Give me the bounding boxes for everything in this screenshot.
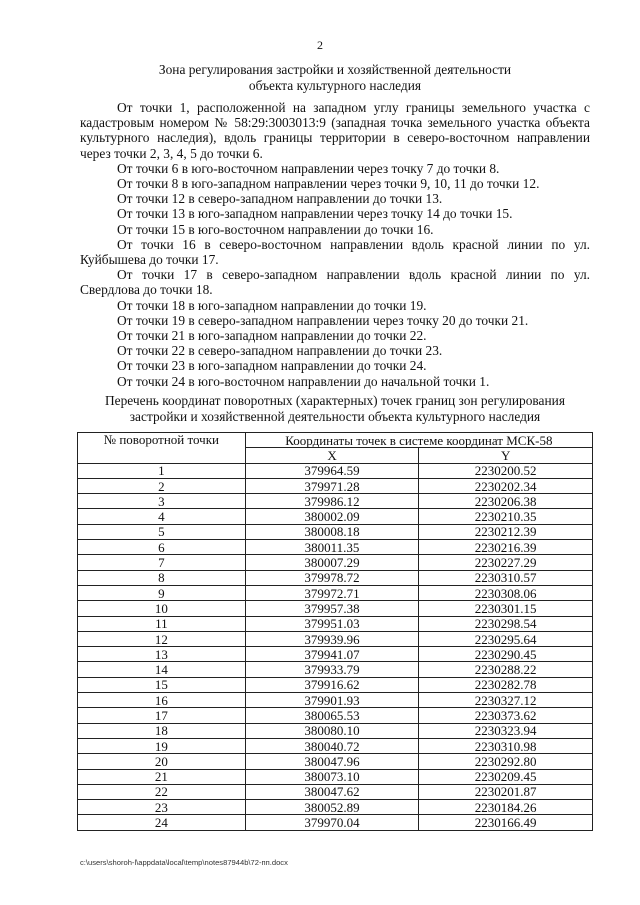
paragraph: От точки 13 в юго-западном направлении через точку 14 до точки 15. [117, 206, 513, 222]
cell-y: 2230227.29 [419, 555, 593, 570]
cell-point-number: 9 [78, 585, 246, 600]
table-row [78, 693, 593, 708]
cell-point-number: 21 [78, 769, 246, 784]
table-row [78, 463, 593, 478]
footer-file-path: c:\users\shoroh-l\appdata\local\temp\notes87944b\72-пп.docx [80, 858, 288, 867]
cell-y: 2230327.12 [419, 693, 593, 708]
paragraph: От точки 12 в северо-западном направлении до точки 13. [117, 191, 443, 207]
cell-point-number: 14 [78, 662, 246, 677]
cell-x: 379933.79 [245, 662, 419, 677]
cell-point-number: 15 [78, 677, 246, 692]
cell-point-number: 17 [78, 708, 246, 723]
cell-x: 380011.35 [245, 540, 419, 555]
cell-point-number: 24 [78, 815, 246, 830]
cell-point-number: 20 [78, 754, 246, 769]
cell-x: 380052.89 [245, 800, 419, 815]
table-row [78, 708, 593, 723]
cell-point-number: 3 [78, 494, 246, 509]
cell-point-number: 1 [78, 463, 246, 478]
header-coordinates: Координаты точек в системе координат МСК-58 [245, 433, 592, 448]
cell-x: 379901.93 [245, 693, 419, 708]
table-row [78, 677, 593, 692]
paragraph: От точки 16 в северо-восточном направлении вдоль красной линии по ул. Куйбышева до точки 17. [80, 236, 590, 268]
page-number: 2 [317, 38, 323, 52]
paragraph: От точки 17 в северо-западном направлении вдоль красной линии по ул. Свердлова до точки 18. [80, 267, 590, 298]
cell-y: 2230206.38 [419, 494, 593, 509]
table-row [78, 662, 593, 677]
table-title-line-1: Перечень координат поворотных (характерных) точек границ зон регулирования [104, 393, 565, 408]
cell-y: 2230184.26 [419, 800, 593, 815]
table-row [78, 738, 593, 753]
paragraph: От точки 18 в юго-западном направлении до точки 19. [117, 297, 427, 313]
cell-point-number: 13 [78, 647, 246, 662]
cell-x: 379971.28 [245, 478, 419, 493]
cell-y: 2230166.49 [419, 815, 593, 830]
cell-y: 2230200.52 [419, 463, 593, 478]
cell-point-number: 23 [78, 800, 246, 815]
cell-y: 2230209.45 [419, 769, 593, 784]
paragraph: От точки 1, расположенной на западном углу границы земельного участка с кадастровым номером № 58:29:3003013:9 (западная точка земельного участка объекта культурного наследия), вдоль границы территории в северо-восточном направлении через точки 2, 3, 4, 5 до точки 6. [80, 100, 590, 161]
cell-point-number: 12 [78, 631, 246, 646]
table-row [78, 800, 593, 815]
section-title-line-1: Зона регулирования застройки и хозяйственной деятельности [158, 62, 512, 77]
paragraph: От точки 8 в юго-западном направлении через точки 9, 10, 11 до точки 12. [117, 176, 540, 192]
table-row [78, 585, 593, 600]
table-row [78, 555, 593, 570]
cell-y: 2230301.15 [419, 601, 593, 616]
cell-x: 379978.72 [245, 570, 419, 585]
cell-y: 2230202.34 [419, 478, 593, 493]
table-row [78, 616, 593, 631]
paragraph: От точки 22 в северо-западном направлении до точки 23. [117, 343, 443, 359]
cell-y: 2230310.57 [419, 570, 593, 585]
coordinates-table [77, 432, 593, 831]
cell-point-number: 22 [78, 784, 246, 799]
cell-x: 379939.96 [245, 631, 419, 646]
paragraph: От точки 23 в юго-западном направлении до точки 24. [117, 358, 427, 374]
cell-point-number: 10 [78, 601, 246, 616]
cell-point-number: 18 [78, 723, 246, 738]
paragraph: От точки 15 в юго-восточном направлении до точки 16. [117, 221, 434, 237]
cell-y: 2230216.39 [419, 540, 593, 555]
table-body [78, 463, 593, 830]
table-row [78, 570, 593, 585]
cell-point-number: 7 [78, 555, 246, 570]
table-header-row [78, 433, 593, 448]
cell-point-number: 4 [78, 509, 246, 524]
table-row [78, 723, 593, 738]
cell-x: 380047.96 [245, 754, 419, 769]
cell-x: 380065.53 [245, 708, 419, 723]
header-x: X [245, 448, 419, 463]
paragraph: От точки 6 в юго-восточном направлении через точку 7 до точки 8. [117, 160, 500, 176]
cell-y: 2230288.22 [419, 662, 593, 677]
cell-y: 2230290.45 [419, 647, 593, 662]
cell-x: 379951.03 [245, 616, 419, 631]
cell-y: 2230310.98 [419, 738, 593, 753]
cell-x: 379986.12 [245, 494, 419, 509]
table-row [78, 754, 593, 769]
cell-x: 379941.07 [245, 647, 419, 662]
cell-y: 2230308.06 [419, 585, 593, 600]
cell-x: 380040.72 [245, 738, 419, 753]
cell-x: 379970.04 [245, 815, 419, 830]
table-title [80, 393, 590, 425]
cell-point-number: 8 [78, 570, 246, 585]
cell-x: 379972.71 [245, 585, 419, 600]
cell-point-number: 11 [78, 616, 246, 631]
paragraph: От точки 21 в юго-западном направлении до точки 22. [117, 328, 427, 344]
cell-x: 380008.18 [245, 524, 419, 539]
cell-y: 2230201.87 [419, 784, 593, 799]
cell-point-number: 2 [78, 478, 246, 493]
cell-x: 380047.62 [245, 784, 419, 799]
cell-x: 380080.10 [245, 723, 419, 738]
section-title-line-2: объекта культурного наследия [248, 78, 422, 93]
paragraph: От точки 19 в северо-западном направлении через точку 20 до точки 21. [117, 312, 529, 328]
section-title [80, 62, 590, 94]
table-row [78, 494, 593, 509]
cell-point-number: 5 [78, 524, 246, 539]
cell-y: 2230373.62 [419, 708, 593, 723]
table-row [78, 815, 593, 830]
cell-y: 2230323.94 [419, 723, 593, 738]
table-row [78, 769, 593, 784]
table-row [78, 647, 593, 662]
cell-point-number: 6 [78, 540, 246, 555]
cell-x: 379916.62 [245, 677, 419, 692]
boundary-description [80, 100, 590, 389]
cell-x: 379964.59 [245, 463, 419, 478]
header-y: Y [419, 448, 593, 463]
table-row [78, 478, 593, 493]
table-row [78, 784, 593, 799]
cell-x: 380073.10 [245, 769, 419, 784]
cell-y: 2230212.39 [419, 524, 593, 539]
table-row [78, 631, 593, 646]
cell-point-number: 19 [78, 738, 246, 753]
cell-point-number: 16 [78, 693, 246, 708]
cell-y: 2230292.80 [419, 754, 593, 769]
table-row [78, 509, 593, 524]
paragraph: От точки 24 в юго-восточном направлении до начальной точки 1. [117, 373, 490, 389]
cell-x: 380007.29 [245, 555, 419, 570]
cell-y: 2230295.64 [419, 631, 593, 646]
table-title-line-2: застройки и хозяйственной деятельности объекта культурного наследия [129, 409, 541, 424]
header-point-number: № поворотной точки [78, 433, 246, 464]
cell-y: 2230282.78 [419, 677, 593, 692]
table-row [78, 524, 593, 539]
cell-x: 380002.09 [245, 509, 419, 524]
table-row [78, 601, 593, 616]
cell-y: 2230298.54 [419, 616, 593, 631]
cell-y: 2230210.35 [419, 509, 593, 524]
cell-x: 379957.38 [245, 601, 419, 616]
table-row [78, 540, 593, 555]
